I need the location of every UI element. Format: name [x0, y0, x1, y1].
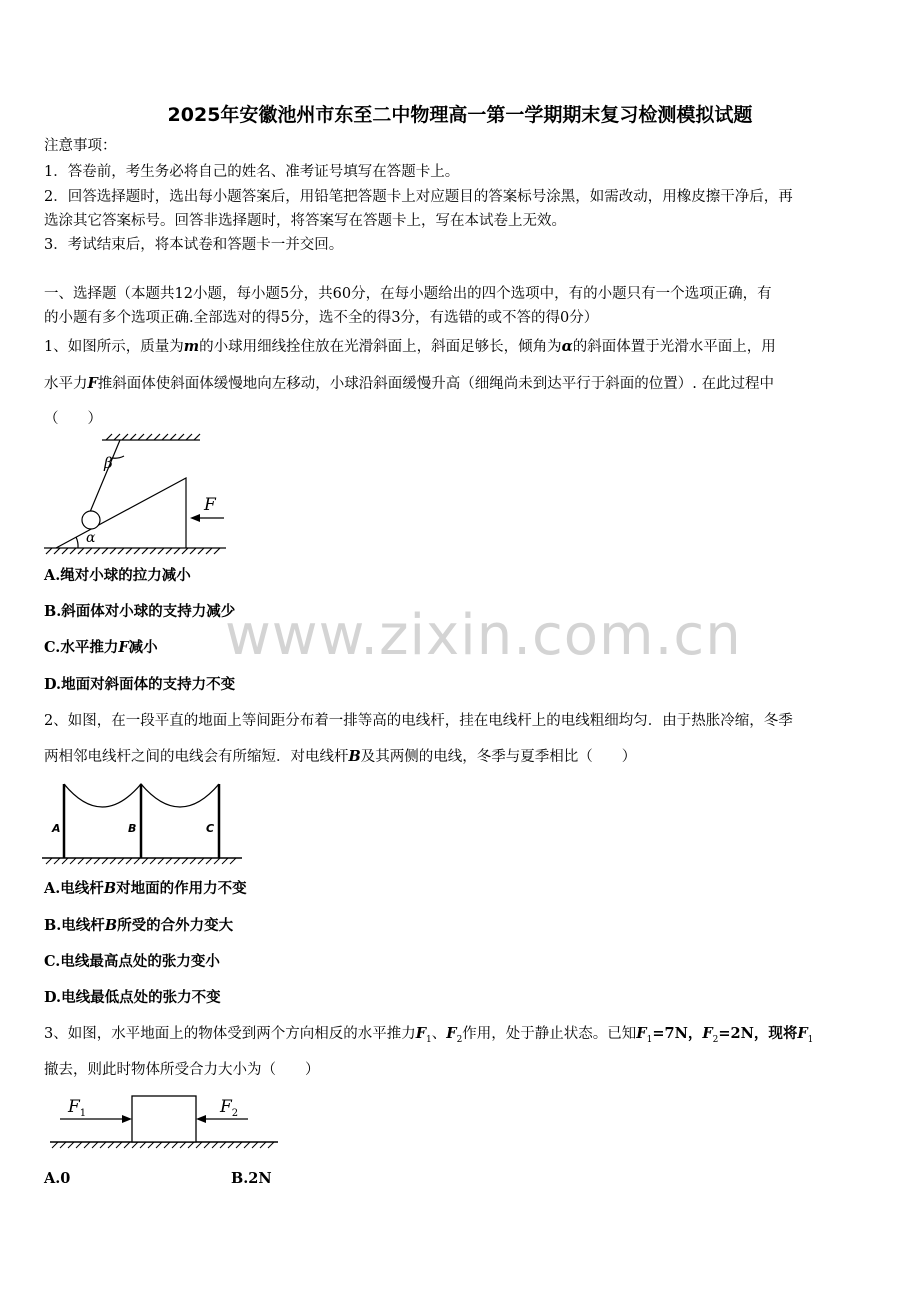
q3-stem-line1: 3、如图，水平地面上的物体受到两个方向相反的水平推力$F_1$、$F_2$作用，处于静止状态。已知$F_1=7N$，$F_2=2N$，现将$F_1$	[44, 1025, 814, 1045]
q2-option-b: B.电线杆B所受的合外力变大	[44, 917, 234, 934]
watermark: www.zixin.com.cn	[225, 603, 742, 668]
q2-stem-line2: 两相邻电线杆之间的电线会有所缩短．对电线杆B及其两侧的电线，冬季与夏季相比（ ）	[44, 748, 637, 765]
notice-item-3: 3．考试结束后，将本试卷和答题卡一并交回。	[44, 237, 344, 253]
q2-fig-label-a: A	[52, 822, 61, 835]
page-title: 2025年安徽池州市东至二中物理高一第一学期期末复习检测模拟试题	[167, 104, 753, 126]
section-heading: 一、选择题（本题共12小题，每小题5分，共60分，在每小题给出的四个选项中，有的小题只有一个选项正确，有	[44, 286, 772, 302]
q1-fig-force-label: F	[204, 495, 216, 515]
q1-stem-line2: 水平力F推斜面体使斜面体缓慢地向左移动，小球沿斜面缓慢升高（细绳尚未到达平行于斜面的位置）. 在此过程中	[44, 375, 775, 392]
q3-fig-f2-label: $F_2$	[220, 1097, 239, 1119]
q2-option-d: D.电线最低点处的张力不变	[44, 989, 221, 1006]
q1-option-c: C.水平推力F减小	[44, 639, 158, 656]
q2-stem-line1: 2、如图，在一段平直的地面上等间距分布着一排等高的电线杆，挂在电线杆上的电线粗细均匀．由于热胀冷缩，冬季	[44, 713, 793, 729]
q1-stem-line1: 1、如图所示，质量为m的小球用细线拴住放在光滑斜面上，斜面足够长，倾角为α的斜面体置于光滑水平面上，用	[44, 338, 776, 355]
q1-option-d: D.地面对斜面体的支持力不变	[44, 676, 236, 693]
q3-option-b: B.2N	[231, 1170, 272, 1187]
q1-option-a: A.绳对小球的拉力减小	[44, 567, 191, 584]
q3-figure-block	[46, 1092, 280, 1154]
q3-fig-f1-label: $F_1$	[68, 1097, 87, 1119]
q1-figure-incline	[40, 436, 230, 556]
q1-answer-bracket: （ ）	[44, 411, 102, 427]
notice-item-2-cont: 选涂其它答案标号。回答非选择题时，将答案写在答题卡上，写在本试卷上无效。	[44, 213, 566, 229]
q2-option-c: C.电线最高点处的张力变小	[44, 953, 220, 970]
q1-fig-beta-label: β	[104, 454, 113, 472]
q3-stem-line2: 撤去，则此时物体所受合力大小为（ ）	[44, 1062, 320, 1078]
section-heading-cont: 的小题有多个选项正确.全部选对的得5分，选不全的得3分，有选错的或不答的得0分）	[44, 310, 599, 326]
q2-option-a: A.电线杆B对地面的作用力不变	[44, 880, 247, 897]
q2-fig-label-c: C	[206, 822, 215, 835]
q2-figure-power-lines	[40, 778, 246, 868]
q2-fig-label-b: B	[128, 822, 137, 835]
notice-heading: 注意事项：	[44, 138, 117, 154]
notice-item-1: 1．答卷前，考生务必将自己的姓名、准考证号填写在答题卡上。	[44, 164, 460, 180]
q1-fig-alpha-label: α	[86, 530, 96, 546]
notice-item-2: 2．回答选择题时，选出每小题答案后，用铅笔把答题卡上对应题目的答案标号涂黑，如需改动，用橡皮擦干净后，再	[44, 189, 793, 205]
q1-option-b: B.斜面体对小球的支持力减少	[44, 603, 236, 620]
q3-option-a: A.0	[44, 1170, 71, 1187]
